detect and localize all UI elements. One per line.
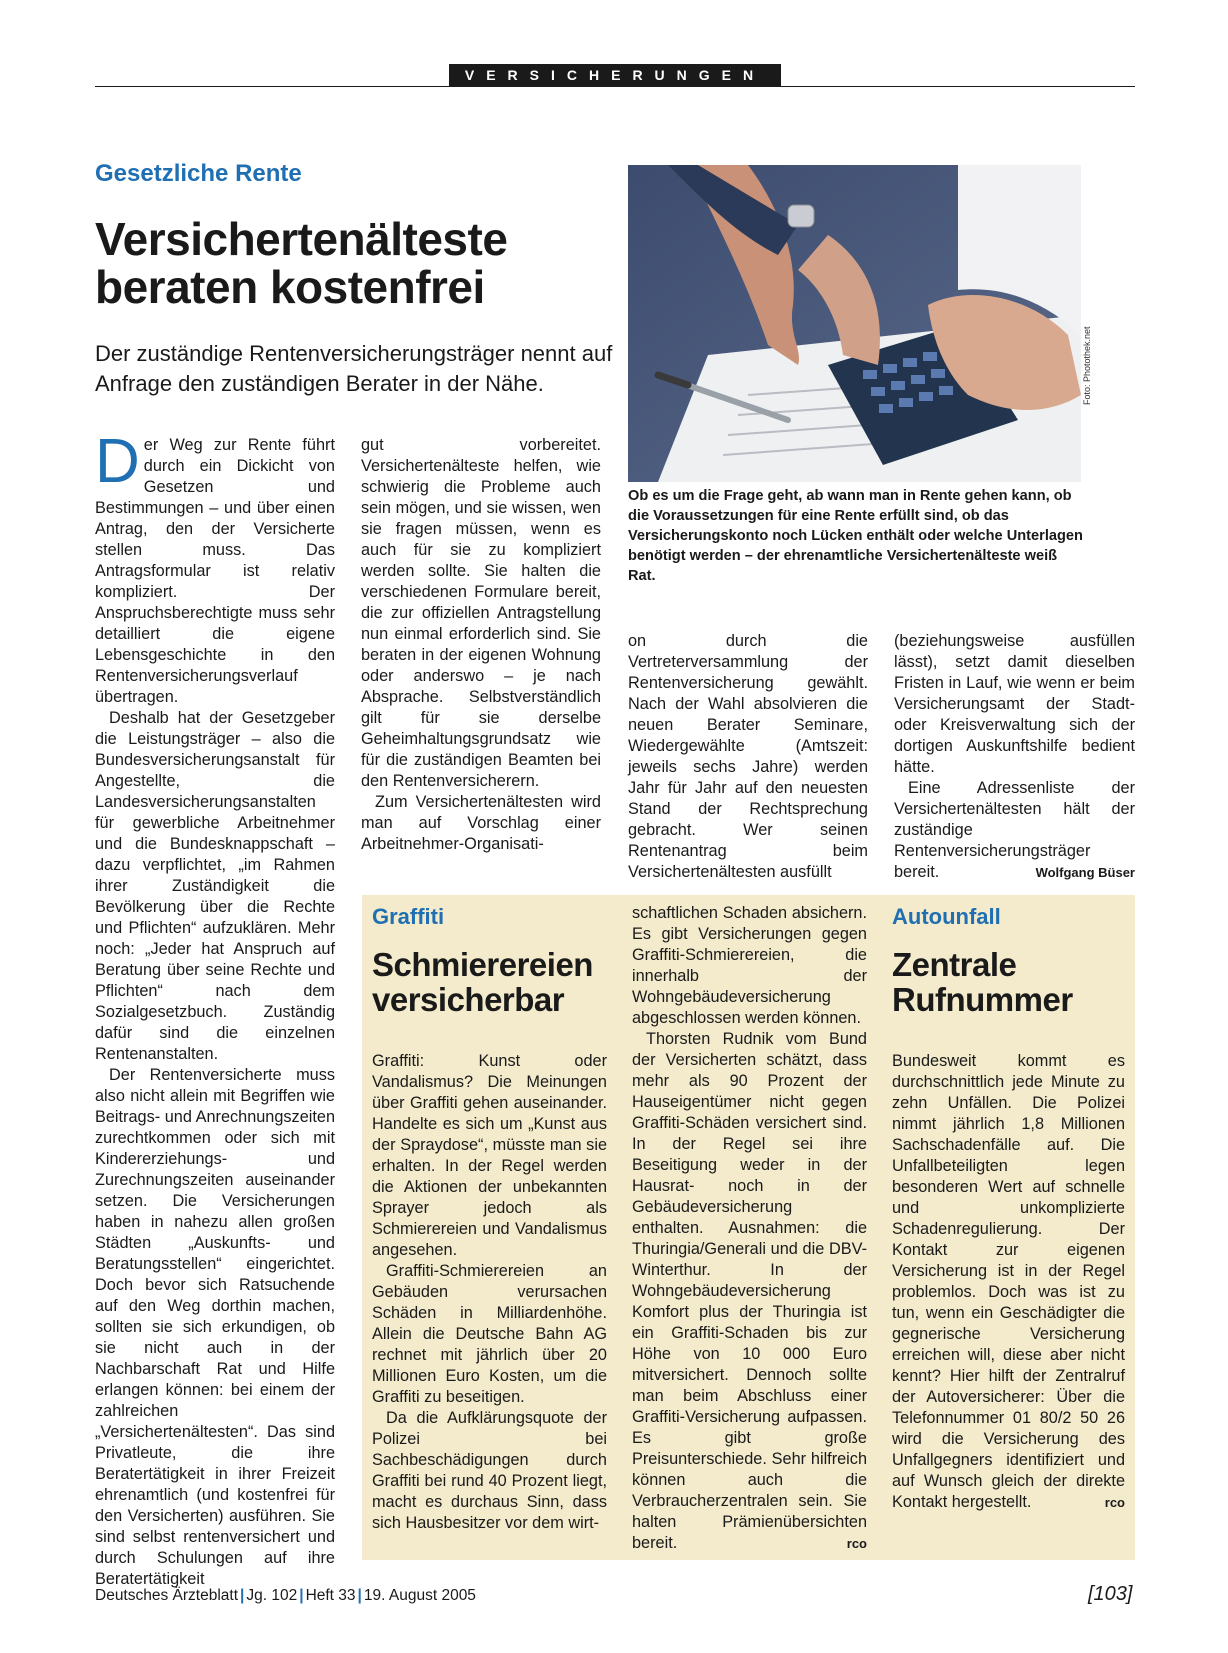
footer-date: 19. August 2005 [363,1587,476,1604]
footer-issue: Heft 33 [305,1587,356,1604]
graffiti-col2-para-2 [632,1029,867,1554]
photo-illustration [628,165,1081,482]
main-col4-para-2-text: Eine Adressenliste der Versichertenältesten hält der zuständige Rentenversicherungsträger bereit. [894,779,1135,881]
footer-volume: Jg. 102 [246,1587,298,1604]
autounfall-para-1-text: Bundesweit kommt es durchschnittlich jede Minute zu zehn Unfällen. Die Polizei nimmt jährlich 1,8 Millionen Sachschadenfälle auf. Die Unfallbeteiligten legen besonderen Wert auf schnelle und unkomplizierte Schadenregulierung. Der Kontakt zur eigenen Versicherung ist in der Regel problemlos. Doch was ist zu tun, wenn ein Geschädigter die gegnerische Versicherung erreichen will, diese aber nicht kennt? Hier hilft der Zentralruf der Autoversicherer: Über die Telefonnummer 01 80/2 50 26 wird die Versicherung des Unfallgegners identifiziert und auf Wunsch gleich der direkte Kontakt hergestellt. [892,1052,1125,1511]
main-col2-para-2: Zum Versichertenältesten wird man auf Vorschlag einer Arbeitnehmer-Organisati- [361,793,601,853]
main-col2-para-1: gut vorbereitet. Versichertenälteste helfen, wie schwierig die Probleme auch sein mögen, und sie wissen, wen sie fragen müssen, wenn es auch für sie zu kompliziert werden sollte. Sie halten die verschiedenen Formulare bereit, die zur offiziellen Antragstellung nun einmal erforderlich sind. Sie beraten in der eigenen Wohnung oder anderswo – je nach Absprache. Selbstverständlich gilt für sie derselbe Geheimhaltungsgrundsatz wie für die zuständigen Beamten bei den Rentenversicherern. [361,436,601,790]
main-col4-para-1: (beziehungsweise ausfüllen lässt), setzt damit dieselben Fristen in Lauf, wie wenn er beim Versicherungsamt der Stadt- oder Kreisverwaltung sich der dortigen Auskunftshilfe bedient hätte. [894,632,1135,776]
graffiti-signature: rco [846,1536,867,1551]
main-deck: Der zuständige Rentenversicherungsträger nennt auf Anfrage den zuständigen Berater in der Nähe. [95,341,613,396]
page-number: [103] [1088,1583,1133,1605]
main-col1-para-1-text: er Weg zur Rente führt durch ein Dickicht von Gesetzen und Bestimmungen – und über einen Antrag, den der Versicherte stellen muss. Das Antragsformular ist relativ kompliziert. Der Anspruchsberechtigte muss sehr detailliert die eigene Lebensgeschichte in den Rentenversicherungsverlauf übertragen. [95,436,335,706]
section-rubric: VERSICHERUNGEN [449,64,781,86]
photo-credit: Foto: Photothek.net [1082,326,1092,405]
autounfall-column [892,1051,1125,1513]
footer-citation [95,1587,476,1605]
main-col1-para-3: Der Rentenversicherte muss also nicht allein mit Begriffen wie Beitrags- und Anrechnungszeiten zurechtkommen oder sich mit Kindererziehungs- und Zurechnungszeiten auseinander setzen. Die Versicherungen haben in nahezu allen großen Städten „Auskunfts- und Beratungsstellen“ eingerichtet. Doch bevor sich Ratsuchende auf den Weg dorthin machen, sollten sie sich erkundigen, ob sie nicht auch in der Nachbarschaft Rat und Hilfe erlangen können: bei einem der zahlreichen „Versichertenältesten“. Das sind Privatleute, die ihre Beratertätigkeit in ihrer Freizeit ehrenamtlich (und kostenfrei für den Versicherten) ausführen. Sie sind selbst rentenversichert und durch Schulungen auf ihre Beratertätigkeit [95,1066,335,1588]
footer-separator: | [240,1587,245,1604]
header-rule [95,86,1135,87]
main-col4-para-2 [894,778,1135,883]
dropcap: D [95,427,140,496]
author-signature: Wolfgang Büser [1035,865,1135,880]
main-col1-para-1 [95,427,335,708]
graffiti-headline: Schmierereien versicherbar [372,946,593,1018]
graffiti-column-1 [372,1051,607,1534]
autounfall-signature: rco [1104,1495,1125,1510]
main-column-3 [628,631,868,883]
autounfall-kicker: Autounfall [892,904,1001,929]
graffiti-col1-para-1: Graffiti: Kunst oder Vandalismus? Die Meinungen über Graffiti gehen auseinander. Handelte es sich um „Kunst aus der Spraydose“, müsste man sie erhalten. In der Regel werden die Aktionen der unbekannten Sprayer jedoch als Schmierereien und Vandalismus angesehen. [372,1052,607,1259]
footer-separator: | [357,1587,362,1604]
main-column-4 [894,631,1135,883]
photo-caption: Ob es um die Frage geht, ab wann man in Rente gehen kann, ob die Voraussetzungen für eine Rente erfüllt sind, ob das Versicherungskonto noch Lücken enthält oder welche Unterlagen benötigt werden – der ehrenamtliche Versichertenälteste weiß Rat. [628,488,1083,584]
graffiti-kicker: Graffiti [372,904,445,929]
main-kicker: Gesetzliche Rente [95,160,302,187]
autounfall-para-1 [892,1051,1125,1513]
autounfall-headline: Zentrale Rufnummer [892,946,1073,1018]
photo-hands-calculator [628,165,1081,482]
graffiti-col1-para-3: Da die Aufklärungsquote der Polizei bei Sachbeschädigungen durch Graffiti bei rund 40 Prozent liegt, macht es durchaus Sinn, dass sich Hausbesitzer vor dem wirt- [372,1409,607,1532]
graffiti-col1-para-2: Graffiti-Schmierereien an Gebäuden verursachen Schäden in Milliardenhöhe. Allein die Deutsche Bahn AG rechnet mit jährlich über 20 Millionen Euro Kosten, um die Graffiti zu beseitigen. [372,1262,607,1406]
main-column-2 [361,435,601,855]
main-col3-para-1: on durch die Vertreterversammlung der Rentenversicherung gewählt. Nach der Wahl absolvieren die neuen Berater Seminare, Wiedergewählte (Amtszeit: jeweils sechs Jahre) werden Jahr für Jahr auf den neuesten Stand der Rechtsprechung gebracht. Wer seinen Rentenantrag beim Versichertenältesten ausfüllt [628,632,868,881]
main-col1-para-2: Deshalb hat der Gesetzgeber die Leistungsträger – also die Bundesversicherungsanstalt für Angestellte, die Landesversicherungsanstalten für gewerbliche Arbeitnehmer und die Bundesknappschaft – dazu verpflichtet, „im Rahmen ihrer Zuständigkeit die Bevölkerung über die Rechte und Pflichten“ aufzuklären. Mehr noch: „Jeder hat Anspruch auf Beratung über seine Rechte und Pflichten“ nach dem Sozialgesetzbuch. Zuständig dafür sind die einzelnen Rentenanstalten. [95,709,335,1063]
footer-separator: | [299,1587,304,1604]
graffiti-col2-para-2-text: Thorsten Rudnik vom Bund der Versicherten schätzt, dass mehr als 90 Prozent der Hauseigentümer nicht gegen Graffiti-Schäden versichert sind. In der Regel sei ihre Beseitigung weder in der Hausrat- noch in der Gebäudeversicherung enthalten. Ausnahmen: die Thuringia/Generali und die DBV-Winterthur. In der Wohngebäudeversicherung Komfort plus der Thuringia ist ein Graffiti-Schaden bis zur Höhe von 10 000 Euro mitversichert. Dennoch sollte man beim Abschluss einer Graffiti-Versicherung aufpassen. Es gibt große Preisunterschiede. Sehr hilfreich können auch die Verbraucherzentralen sein. Sie halten Prämienübersichten bereit. [632,1030,867,1552]
main-headline: Versichertenälteste beraten kostenfrei [95,213,508,314]
main-column-1 [95,427,335,1590]
graffiti-col2-para-1: schaftlichen Schaden absichern. Es gibt Versicherungen gegen Graffiti-Schmierereien, die innerhalb der Wohngebäudeversicherung abgeschlossen werden können. [632,904,867,1027]
footer-journal: Deutsches Ärzteblatt [95,1587,239,1604]
graffiti-column-2 [632,903,867,1554]
